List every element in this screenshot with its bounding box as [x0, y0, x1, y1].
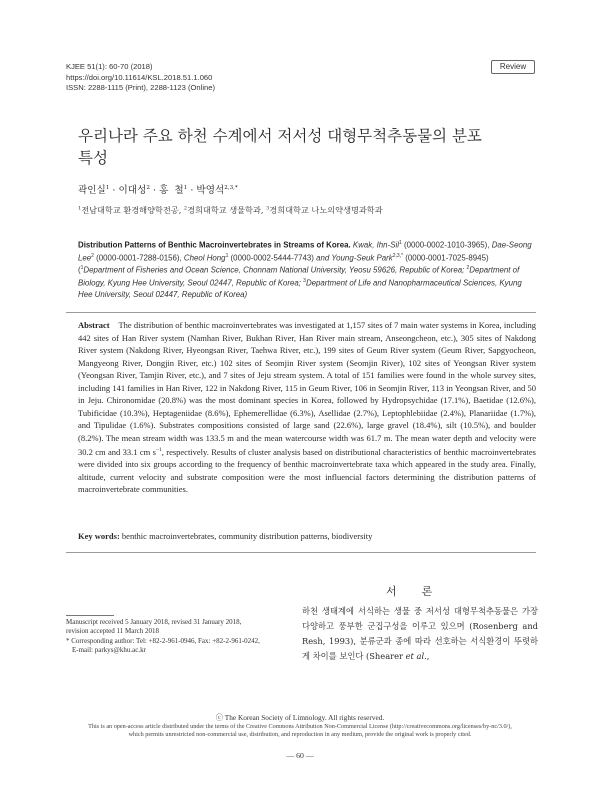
author-affiliation-mark: 2 — [146, 184, 150, 191]
affiliation-mark: 2 — [183, 205, 188, 212]
author-separator: · — [187, 185, 197, 196]
introduction-paragraph — [302, 604, 538, 664]
affiliation-mark: 1 — [78, 205, 82, 212]
abstract-label: Abstract — [78, 320, 110, 330]
orcid[interactable]: (0000-0001-7288-0156), — [93, 253, 184, 263]
keywords-line — [78, 530, 536, 542]
english-affiliation: Department of Biology, Kyung Hee University, Seoul 02447, Republic of Korea; — [78, 266, 520, 288]
orcid[interactable]: (0000-0002-1010-3965), — [401, 240, 492, 250]
affiliation-mark: 2 — [466, 265, 470, 272]
affiliation: 전남대학교 환경해양학전공, — [81, 205, 184, 215]
english-citation-block — [78, 238, 536, 300]
author-affiliation-mark: 1 — [183, 184, 188, 191]
intro-text: 하천 생태계에 서식하는 생물 중 저서성 대형무척추동물은 가장 다양하고 풍부한 군집구성을 이루고 있으며 (Rosenberg and Resh, 1993), 분류군과 종에 따라 선호하는 서식환경이 뚜렷하게 차이를 보인다 (Shearer — [302, 606, 538, 661]
et-al: et al — [405, 651, 425, 661]
keywords-label: Key words: — [78, 531, 120, 541]
manuscript-dates: Manuscript received 5 January 2018, revised 31 January 2018, — [66, 618, 242, 626]
intro-text-end: ., — [424, 651, 430, 661]
affiliation: 경희대학교 생물학과, — [187, 205, 267, 215]
author-conjunction: and — [316, 253, 332, 263]
author-list-korean — [78, 182, 238, 196]
author-separator: · — [149, 185, 160, 196]
affiliation-list-korean — [78, 205, 383, 216]
abstract-bottom-rule — [66, 552, 536, 553]
corresponding-email[interactable]: E-mail: parkys@khu.ac.kr — [72, 646, 146, 655]
affiliation: 경희대학교 나노의약생명과학과 — [269, 205, 383, 215]
english-author: Cheol Hong — [183, 253, 226, 263]
article-title-korean — [78, 125, 548, 169]
footnote-rule — [66, 615, 114, 616]
unit-exponent: −1 — [155, 447, 162, 453]
issn-line: ISSN: 2288-1115 (Print), 2288-1123 (Online) — [66, 83, 216, 92]
english-affiliation: Department of Life and Nanopharmaceutical Sciences, Kyung Hee University, Seoul 02447, Republic of Korea) — [78, 278, 522, 299]
license-line: This is an open-access article distributed under the terms of the Creative Commons Attribution Non-Commercial License (http://creativecommons.org/licenses/by-nc/3.0/), — [88, 723, 512, 730]
abstract-text: The distribution of benthic macroinvertebrates was investigated at 1,157 sites of 7 main water systems in Korea, including 442 sites of Han River system (Namhan River, Bukhan River, Han River main stream, Anseongcheon, etc.), 305 sites of Nakdong River system (Nakdong River, Hyeongsan River, Taehwa River, etc.), 199 sites of Geum River system (Geum River, Sapgyocheon, Mangyeong River, Dongjin River, etc.) 102 sites of Seomjin River system (Seomjin River), 102 sites of Yeongsan River system (Yeongsan River, Tamjin River, etc.), and 7 sites of Jeju stream system. A total of 151 families were found in the whole survey sites, including 141 families in Han River, 122 in Nakdong River, 115 in Geum River, 106 in Seomjin River, 113 in Yeongsan River, and 50 in Jeju. Chironomidae (20.8%) was the most dominant species in Korea, followed by Hydropsychidae (17.1%), Baetidae (12.6%), Tubificidae (10.3%), Heptageniidae (8.6%), Ephemerellidae (6.3%), Asellidae (2.7%), Leptophlebiidae (2.4%), Planariidae (1.7%), and Tipulidae (1.6%). Substrates compositions consisted of large sand (22.6%), large gravel (18.4%), silt (10.5%), and boulder (8.2%). The mean stream width was 133.5 m and the mean watercourse width was 61.7 m. The mean water depth and velocity were 30.2 cm and 33.1 cm s — [78, 320, 536, 457]
license-line: which permits unrestricted non-commercial use, distribution, and reproduction in any medium, provide the original work is properly cited. — [128, 731, 472, 739]
affiliation-mark: 2,3,* — [392, 252, 404, 259]
author-affiliation-mark: 2,3,* — [224, 184, 238, 191]
orcid[interactable]: (0000-0002-5444-7743) — [228, 253, 317, 263]
author-separator: · — [109, 185, 119, 196]
title-line-2: 특성 — [78, 149, 108, 167]
author-name: 곽인실 — [78, 185, 106, 196]
doi-link[interactable]: https://doi.org/10.11614/KSL.2018.51.1.060 — [66, 72, 213, 82]
keywords-text: benthic macroinvertebrates, community distribution patterns, biodiversity — [119, 531, 373, 541]
corresponding-author: * Corresponding author: Tel: +82-2-961-0946, Fax: +82-2-961-0242, — [66, 636, 260, 645]
title-line-1: 우리나라 주요 하천 수계에서 저서성 대형무척추동물의 분포 — [78, 127, 482, 145]
affiliation-mark: 1 — [398, 240, 402, 246]
english-affiliation: Department of Fisheries and Ocean Science, Chonnam National University, Yeosu 59626, Republic of Korea; — [83, 266, 467, 276]
english-author: Kwak, Ihn-Sil — [350, 240, 399, 250]
journal-citation: KJEE 51(1): 60-70 (2018) — [66, 62, 153, 71]
english-author: Dae-Seong Lee — [78, 240, 532, 263]
license-notice — [60, 723, 540, 739]
author-name: 이대성 — [118, 185, 147, 196]
section-heading-introduction: 서 론 — [386, 585, 439, 598]
affiliation-mark: 1 — [225, 252, 229, 259]
abstract-text-continued: , respectively. Results of cluster analysis based on distributional characteristics of benthic macroinvertebrates were divided into six groups according to the frequency of benthic macroinvertebrate taxa which appeared in the study area. Finally, altitude, current velocity and substrate composition were the most influencial factors determining the distribution patterns of macroinvertebrate communities. — [78, 446, 536, 495]
article-type-badge: Review — [491, 60, 535, 74]
affiliation-mark: 2 — [91, 252, 94, 259]
journal-header — [66, 62, 215, 94]
author-name: 박영석 — [196, 185, 225, 196]
english-title: Distribution Patterns of Benthic Macroinvertebrates in Streams of Korea. — [78, 240, 351, 250]
author-name: 홍 철 — [159, 185, 184, 196]
abstract-top-rule — [66, 312, 536, 313]
page-number: ― 60 ― — [286, 751, 314, 760]
affiliation-mark: 3 — [266, 205, 270, 212]
affiliation-mark: 1 — [80, 265, 84, 272]
author-affiliation-mark: 1 — [105, 184, 110, 191]
abstract-paragraph — [78, 319, 536, 496]
footnotes — [66, 618, 298, 656]
orcid[interactable]: (0000-0001-7025-8945) ( — [78, 253, 489, 276]
english-author: Young-Seuk Park — [331, 253, 393, 263]
copyright-notice: ⓒ The Korean Society of Limnology. All rights reserved. — [215, 713, 385, 722]
affiliation-mark: 3 — [303, 278, 306, 285]
revision-date: revision accepted 11 March 2018 — [66, 627, 160, 636]
